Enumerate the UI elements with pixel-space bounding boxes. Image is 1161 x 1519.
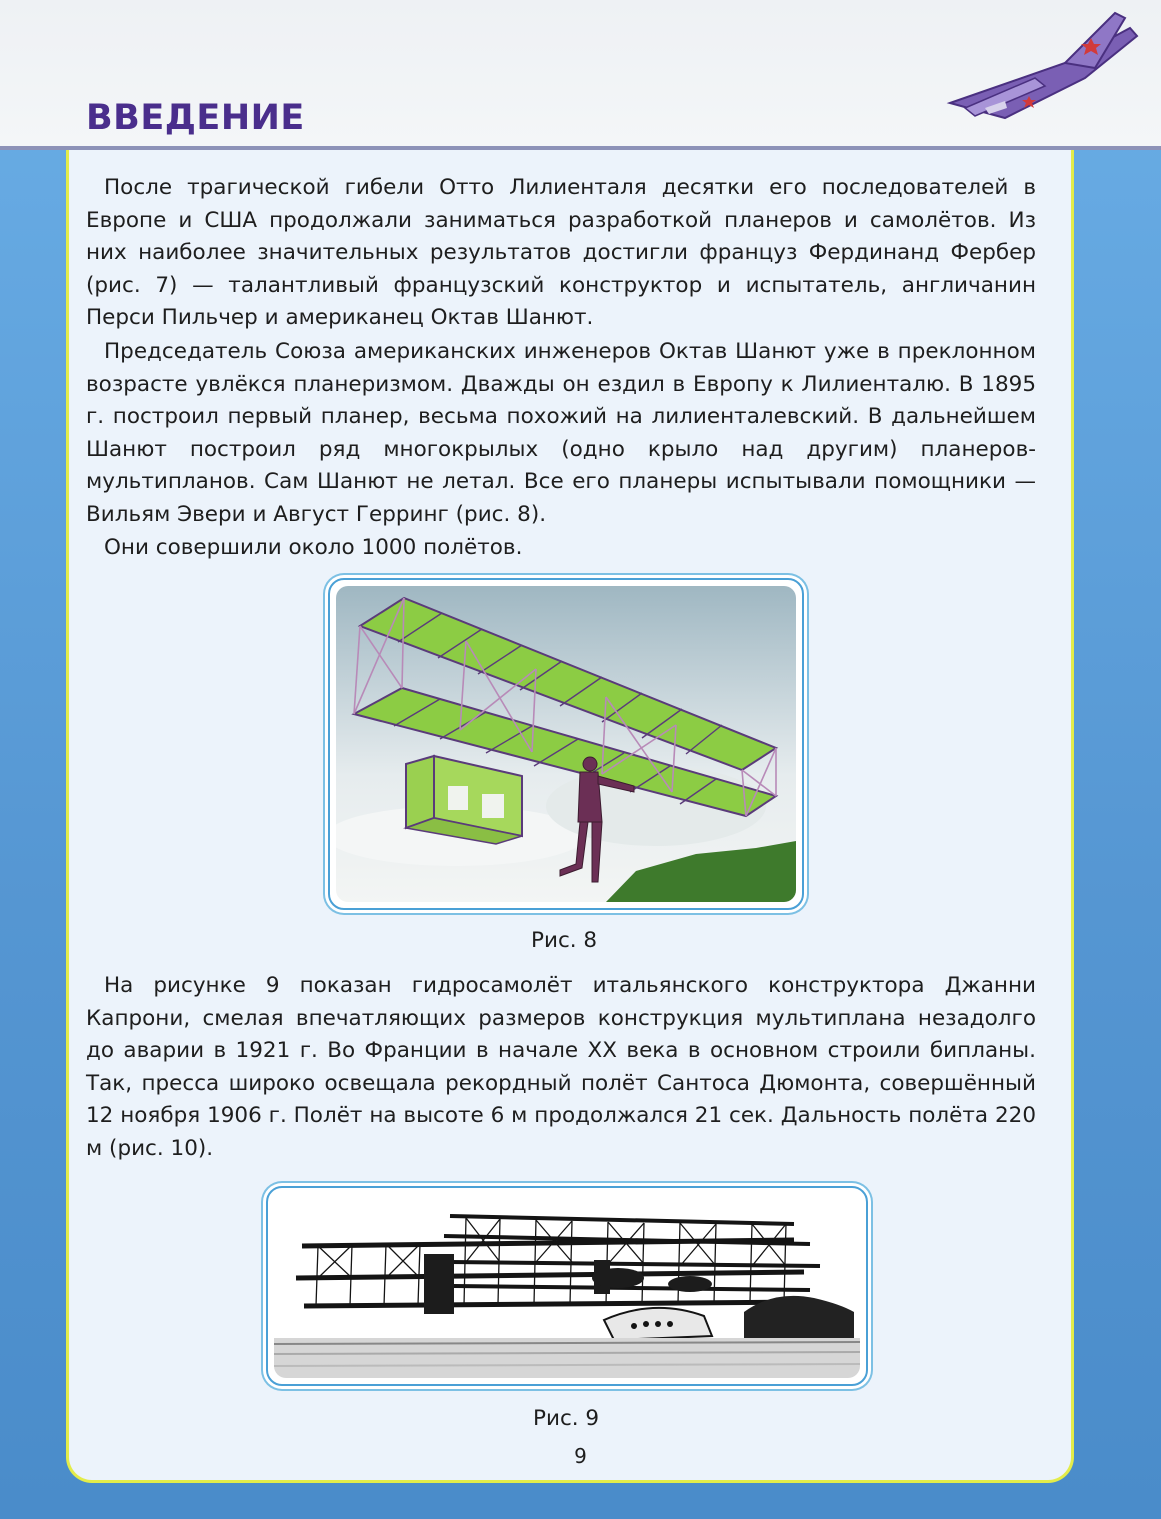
- caproni-seaplane-photo: [274, 1194, 860, 1378]
- paragraph-1: После трагической гибели Отто Лилиенталя десятки его последователей в Европе и США продолжали заниматься разработкой планеров и самолётов. Из них наиболее значительных результатов достигли француз Фердинанд Фербер (рис. 7) — талантливый французский конструктор и испытатель, англичанин Перси Пильчер и американец Октав Шанют.: [86, 175, 1036, 331]
- paragraph-4: На рисунке 9 показан гидросамолёт итальянского конструктора Джанни Капрони, смелая впечатляющих размеров конструкция мультиплана незадолго до аварии в 1921 г. Во Франции в начале XX века в основном строили бипланы. Так, пресса широко освещала рекордный полёт Сантоса Дюмонта, совершённый 12 ноября 1906 г. Полёт на высоте 6 м продолжался 21 сек. Дальность полёта 220 м (рис. 10).: [86, 973, 1036, 1161]
- chanute-glider-illustration: [336, 586, 796, 902]
- figure-9-frame: [266, 1186, 868, 1386]
- figure-8-frame: [328, 578, 804, 910]
- plane-body: [950, 13, 1137, 118]
- figure-9-caption: Рис. 9: [533, 1406, 600, 1431]
- figure-8-caption: Рис. 8: [531, 928, 598, 953]
- glider-plane-icon: [945, 8, 1145, 138]
- paragraph-2: Председатель Союза американских инженеров Октав Шанют уже в преклонном возрасте увлёкся планеризмом. Дважды он ездил в Европу к Лилиенталю. В 1895 г. построил первый планер, весьма похожий на лилиенталевский. В дальнейшем Шанют построил ряд многокрылых (одно крыло над другим) планеров-мультипланов. Сам Шанют не летал. Все его планеры испытывали помощники — Вильям Эвери и Август Герринг (рис. 8).: [86, 339, 1036, 527]
- page-title: ВВЕДЕНИЕ: [86, 98, 305, 138]
- figure-9-image: [274, 1194, 860, 1378]
- figure-8-image: [336, 586, 796, 902]
- page-number: 9: [574, 1444, 587, 1468]
- paragraph-3: Они совершили около 1000 полётов.: [104, 535, 523, 560]
